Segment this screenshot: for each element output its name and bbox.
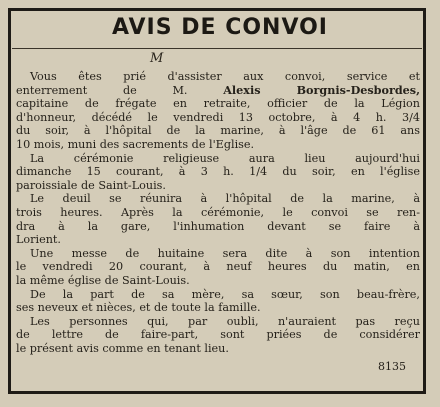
text-line: paroissiale de Saint-Louis.: [16, 178, 166, 192]
text-line: le présent avis comme en tenant lieu.: [16, 341, 229, 355]
text-line: d'honneur, décédé le vendredi 13 octobre, à 4 h. 3/4: [16, 110, 420, 124]
paragraph-mass: [16, 247, 420, 288]
deceased-name: Alexis Borgnis-Desbordes,: [223, 82, 420, 97]
text-line: Lorient.: [16, 233, 61, 247]
paragraph-mourning: [16, 192, 420, 246]
notice-body: [16, 70, 420, 355]
paragraph-ceremony: [16, 152, 420, 193]
title-divider: [12, 48, 422, 49]
text-line: le vendredi 20 courant, à neuf heures du matin, en: [16, 260, 420, 274]
text-line: ses neveux et nièces, et de toute la famille.: [16, 301, 261, 315]
text-line: trois heures. Après la cérémonie, le convoi se ren-: [16, 205, 420, 219]
text-line: Le deuil se réunira à l'hôpital de la marine, à: [30, 192, 420, 206]
text-line: Vous êtes prié d'assister aux convoi, service et: [30, 70, 420, 83]
text-line: 10 mois, muni des sacrements de l'Eglise.: [16, 137, 255, 151]
paragraph-family: [16, 288, 420, 315]
paragraph-invitation: [16, 70, 420, 152]
reference-number: 8135: [378, 360, 406, 373]
text-line: capitaine de frégate en retraite, officier de la Légion: [16, 97, 420, 111]
salutation: M: [150, 51, 164, 66]
text-line-start: enterrement de M.: [16, 83, 224, 97]
text-line: du soir, à l'hôpital de la marine, à l'âge de 61 ans: [16, 124, 420, 138]
text-line: dra à la gare, l'inhumation devant se faire à: [16, 219, 420, 233]
text-line: la même église de Saint-Louis.: [16, 273, 190, 287]
text-line: De la part de sa mère, sa sœur, son beau-frère,: [30, 287, 420, 301]
notice-title: AVIS DE CONVOI: [112, 15, 328, 40]
text-line: Les personnes qui, par oubli, n'auraient pas reçu: [30, 314, 420, 328]
text-line: dimanche 15 courant, à 3 h. 1/4 du soir, en l'église: [16, 165, 420, 179]
text-line: de lettre de faire-part, sont priées de considérer: [16, 328, 420, 342]
text-line: La cérémonie religieuse aura lieu aujourd'hui: [30, 151, 420, 165]
paragraph-closing: [16, 315, 420, 356]
text-line: [16, 84, 420, 98]
text-line: Une messe de huitaine sera dite à son intention: [30, 246, 420, 260]
